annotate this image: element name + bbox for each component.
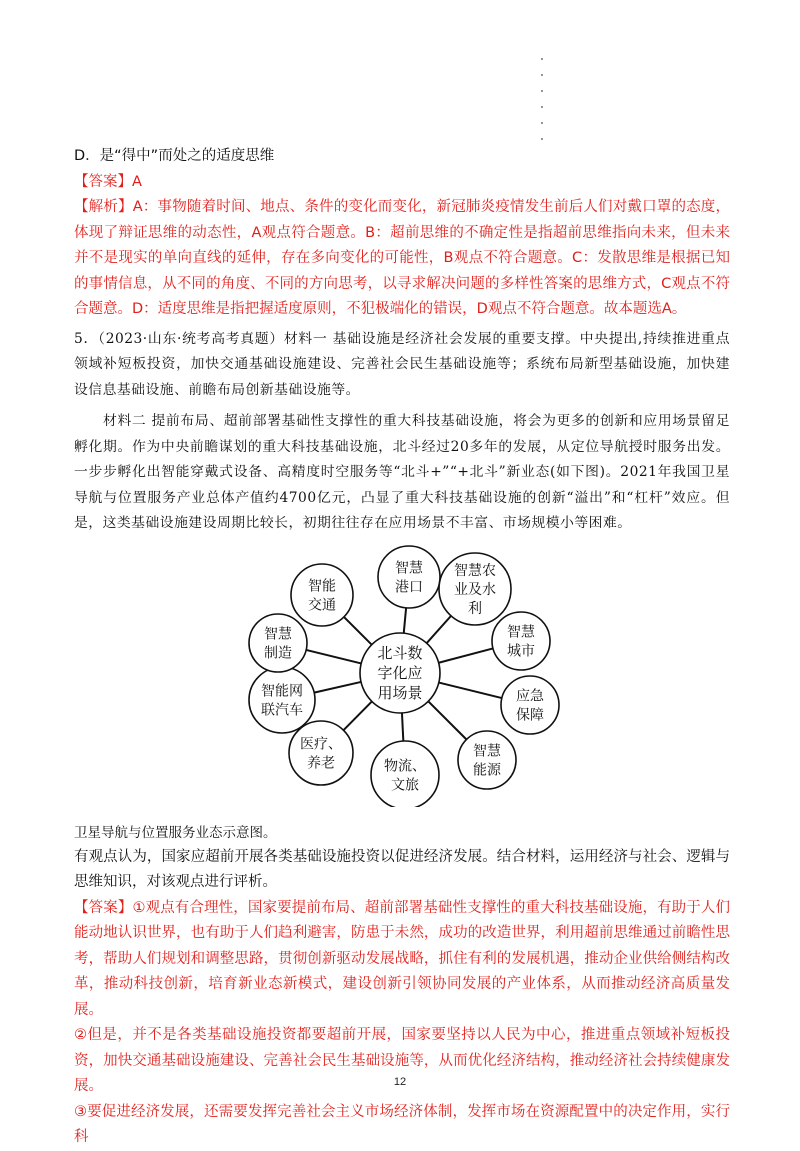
diagram-node-label: 文旅 bbox=[391, 777, 419, 793]
connector-line bbox=[343, 701, 371, 730]
q4-answer bbox=[74, 170, 730, 196]
q5-answer-p1 bbox=[74, 896, 730, 1024]
beidou-diagram bbox=[74, 545, 730, 807]
page-number: 12 bbox=[393, 1076, 407, 1088]
diagram-node-circle bbox=[249, 667, 315, 733]
diagram-node-label: 智慧 bbox=[395, 560, 423, 576]
diagram-node-label: 能源 bbox=[473, 762, 501, 778]
diagram-node-label: 智慧 bbox=[264, 626, 292, 642]
diagram-node-circle bbox=[291, 564, 353, 626]
connector-line bbox=[402, 712, 403, 740]
q5-intro: 5．（2023·山东·统考高考真题）材料一 基础设施是经济社会发展的重要支撑。中央提出,持续推进重点领域补短板投资，加快交通基础设施建设、完善社会民生基础设施等；系统布局新型基础设施，加快建设信息基础设施、前瞻布局创新基础设施等。 bbox=[74, 330, 730, 398]
diagram-caption: 卫星导航与位置服务业态示意图。 bbox=[74, 824, 277, 841]
diagram-node-label: 制造 bbox=[264, 645, 292, 661]
diagram-node-label: 利 bbox=[468, 600, 482, 617]
diagram-node-label: 智能 bbox=[308, 578, 336, 594]
connector-line bbox=[404, 607, 406, 632]
diagram-node-circle bbox=[492, 612, 550, 670]
analysis-label: 【解析】 bbox=[74, 199, 133, 215]
diagram-node-label: 联汽车 bbox=[261, 702, 303, 718]
option-d: D．是“得中”而处之的适度思维 bbox=[74, 148, 275, 164]
diagram-node-label: 养老 bbox=[307, 755, 335, 771]
connector-line bbox=[306, 649, 361, 663]
diagram-node-label: 应急 bbox=[516, 688, 544, 704]
diagram-node-label: 保障 bbox=[516, 707, 544, 723]
document-body bbox=[74, 144, 730, 1151]
diagram-node-label: 交通 bbox=[308, 597, 336, 613]
diagram-node-circle bbox=[378, 546, 440, 608]
diagram-node-label: 智慧 bbox=[507, 624, 535, 640]
connector-line bbox=[439, 682, 502, 698]
diagram-node-label: 物流、 bbox=[384, 758, 426, 774]
diagram-center-label: 字化应 bbox=[377, 663, 423, 682]
decorative-dots bbox=[541, 58, 545, 154]
beidou-diagram-svg bbox=[74, 545, 730, 807]
q5-answer-p2: ②但是，并不是各类基础设施投资都要超前开展，国家要坚持以人民为中心，推进重点领域补短板投资，加快交通基础设施建设、完善社会民生基础设施等，从而优化经济结构，推动经济社会持续健康发展。 bbox=[74, 1027, 730, 1094]
connector-line bbox=[314, 681, 361, 692]
connector-line bbox=[344, 616, 372, 644]
diagram-node-label: 医疗、 bbox=[300, 736, 342, 752]
q5-answer-p3: ③要促进经济发展，还需要发挥完善社会主义市场经济体制，发挥市场在资源配置中的决定作用，实行科 bbox=[74, 1103, 730, 1145]
q5-answer-text-1: ①观点有合理性，国家要提前布局、超前部署基础性支撑性的重大科技基础设施，有助于人们能动地认识世界，也有助于人们趋利避害，防患于未然，成功的改造世界，利用超前思维通过前瞻性思考，帮助人们规划和调整思路，贯彻创新驱动发展战略，抓住有利的发展机遇，推动企业供给侧结构改革，推动科技创新，培育新业态新模式，建设创新引领协同发展的产业体系，从而推动经济高质量发展。 bbox=[74, 899, 731, 1018]
diagram-node-label: 城市 bbox=[507, 643, 535, 659]
connector-line bbox=[439, 648, 493, 662]
answer-value: A bbox=[132, 173, 142, 190]
q5-material2: 材料二 提前布局、超前部署基础性支撑性的重大科技基础设施，将会为更多的创新和应用场景留足孵化期。作为中央前瞻谋划的重大科技基础设施，北斗经过20多年的发展，从定位导航授时服务出发。一步步孵化出智能穿戴式设备、高精度时空服务等“北斗+”“+北斗”新业态(如下图)。2021年我国卫星导航与位置服务产业总体产值约4700亿元，凸显了重大科技基础设施的创新“溢出”和“杠杆”效应。但是，这类基础设施建设周期比较长，初期往往存在应用场景不丰富、市场规模小等困难。 bbox=[74, 413, 730, 531]
q5-question: 有观点认为，国家应超前开展各类基础设施投资以促进经济发展。结合材料，运用经济与社会、逻辑与思维知识，对该观点进行评析。 bbox=[74, 848, 730, 890]
answer-label: 【答案】 bbox=[74, 173, 132, 190]
diagram-node-label: 智慧农 bbox=[454, 562, 496, 579]
diagram-node-circle bbox=[249, 614, 307, 672]
diagram-node-label: 港口 bbox=[395, 579, 423, 595]
q5-answer-label: 【答案】 bbox=[74, 899, 133, 916]
diagram-center-label: 北斗数 bbox=[377, 643, 423, 662]
q4-analysis bbox=[74, 195, 730, 323]
diagram-node-circle bbox=[501, 676, 559, 734]
diagram-node-circle bbox=[458, 731, 516, 789]
diagram-node-circle bbox=[289, 721, 353, 785]
connector-line bbox=[428, 701, 466, 739]
diagram-center-label: 用场景 bbox=[377, 683, 423, 702]
analysis-text: A：事物随着时间、地点、条件的变化而变化，新冠肺炎疫情发生前后人们对戴口罩的态度，体现了辩证思维的动态性，A观点符合题意。B：超前思维的不确定性是指超前思维指向未来，但未来并不是现实的单向直线的延伸，存在多向变化的可能性，B观点不符合题意。C：发散思维是根据已知的事情信息，从不同的角度、不同的方向思考，以寻求解决问题的多样性答案的思维方式，C观点不符合题意。D：适度思维是指把握适度原则，不犯极端化的错误，D观点不符合题意。故本题选A。 bbox=[74, 199, 730, 317]
diagram-node-label: 智慧 bbox=[473, 743, 501, 759]
diagram-node-label: 智能网 bbox=[261, 683, 303, 699]
diagram-node-label: 业及水 bbox=[454, 581, 496, 598]
connector-line bbox=[427, 615, 451, 642]
